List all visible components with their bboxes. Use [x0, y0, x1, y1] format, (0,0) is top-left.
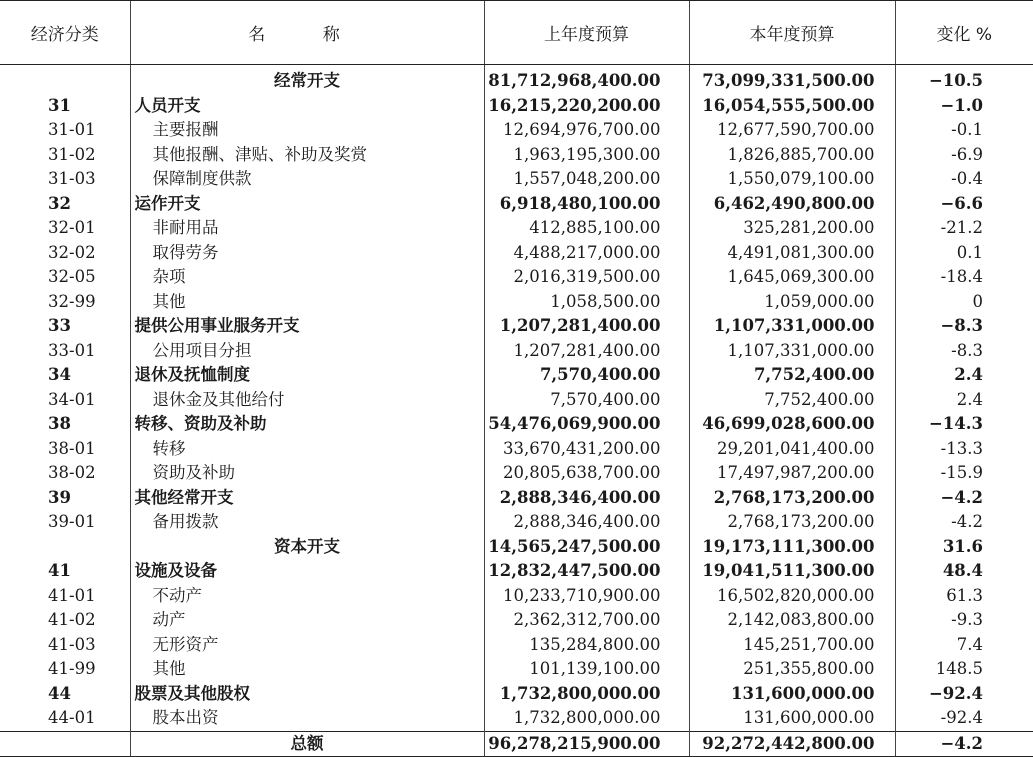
curr-year-cell: 131,600,000.00 — [689, 706, 895, 731]
code-cell: 38 — [48, 414, 71, 433]
code-cell: 31-01 — [48, 120, 96, 139]
name-cell: 备用拨款 — [130, 510, 484, 535]
change-cell: 148.5 — [895, 657, 1033, 682]
prev-year-cell: 2,888,346,400.00 — [484, 486, 689, 511]
total-row — [0, 731, 1033, 757]
name-cell: 提供公用事业服务开支 — [130, 314, 484, 339]
name-cell: 其他 — [130, 657, 484, 682]
code-cell: 33-01 — [48, 340, 96, 360]
category-row — [0, 559, 1033, 584]
prev-year-cell: 1,207,281,400.00 — [484, 339, 689, 364]
name-cell: 退休及抚恤制度 — [130, 363, 484, 388]
code-cell: 32-05 — [48, 267, 96, 286]
table-row — [0, 584, 1033, 609]
code-cell: 34-01 — [48, 389, 96, 409]
table-row — [0, 608, 1033, 633]
prev-year-cell: 16,215,220,200.00 — [484, 94, 689, 119]
prev-year-cell: 1,058,500.00 — [484, 290, 689, 315]
section-row — [0, 65, 1033, 94]
change-cell: −6.6 — [895, 192, 1033, 217]
change-cell: -92.4 — [895, 706, 1033, 731]
curr-year-cell: 251,355,800.00 — [689, 657, 895, 682]
prev-year-cell: 2,362,312,700.00 — [484, 608, 689, 633]
name-cell: 无形资产 — [130, 633, 484, 658]
code-cell: 31-02 — [48, 144, 96, 164]
category-row — [0, 363, 1033, 388]
curr-year-cell: 2,768,173,200.00 — [689, 510, 895, 535]
curr-year-cell: 12,677,590,700.00 — [689, 118, 895, 143]
prev-year-cell: 2,888,346,400.00 — [484, 510, 689, 535]
category-row — [0, 412, 1033, 437]
name-cell: 经常开支 — [130, 65, 484, 94]
change-cell: −4.2 — [895, 486, 1033, 511]
curr-year-cell: 19,041,511,300.00 — [689, 559, 895, 584]
table-row — [0, 388, 1033, 413]
change-cell: -9.3 — [895, 608, 1033, 633]
curr-year-cell: 1,826,885,700.00 — [689, 143, 895, 168]
prev-year-cell: 20,805,638,700.00 — [484, 461, 689, 486]
change-cell: -13.3 — [895, 437, 1033, 462]
curr-year-cell: 131,600,000.00 — [689, 682, 895, 707]
curr-year-cell: 17,497,987,200.00 — [689, 461, 895, 486]
curr-year-cell: 19,173,111,300.00 — [689, 535, 895, 560]
prev-year-cell: 412,885,100.00 — [484, 216, 689, 241]
table-row — [0, 241, 1033, 266]
curr-year-cell: 46,699,028,600.00 — [689, 412, 895, 437]
header-row — [0, 1, 1033, 65]
prev-year-cell: 1,732,800,000.00 — [484, 706, 689, 731]
prev-year-cell: 10,233,710,900.00 — [484, 584, 689, 609]
code-cell — [0, 731, 130, 757]
code-cell: 44 — [48, 683, 71, 703]
name-cell: 其他经常开支 — [130, 486, 484, 511]
table-row — [0, 657, 1033, 682]
code-cell: 32-01 — [48, 218, 96, 237]
change-cell: 48.4 — [895, 559, 1033, 584]
curr-year-cell: 1,059,000.00 — [689, 290, 895, 315]
prev-year-cell: 12,832,447,500.00 — [484, 559, 689, 584]
code-cell: 41-03 — [48, 634, 96, 654]
curr-year-cell: 7,752,400.00 — [689, 363, 895, 388]
prev-year-cell: 4,488,217,000.00 — [484, 241, 689, 266]
name-cell: 保障制度供款 — [130, 167, 484, 192]
curr-year-cell: 29,201,041,400.00 — [689, 437, 895, 462]
table-row — [0, 216, 1033, 241]
header-change: 变化 % — [895, 1, 1033, 65]
curr-year-cell: 6,462,490,800.00 — [689, 192, 895, 217]
prev-year-cell: 101,139,100.00 — [484, 657, 689, 682]
change-cell: 2.4 — [895, 388, 1033, 413]
code-cell: 32-02 — [48, 242, 96, 262]
category-row — [0, 486, 1033, 511]
change-cell: 31.6 — [895, 535, 1033, 560]
curr-year-cell: 16,502,820,000.00 — [689, 584, 895, 609]
table-row — [0, 143, 1033, 168]
code-cell: 41-02 — [48, 610, 96, 629]
code-cell: 33 — [48, 316, 71, 335]
table-row — [0, 167, 1033, 192]
curr-year-cell: 2,142,083,800.00 — [689, 608, 895, 633]
code-cell: 38-02 — [48, 463, 96, 482]
name-cell: 动产 — [130, 608, 484, 633]
code-cell: 32 — [48, 193, 71, 213]
curr-year-cell: 16,054,555,500.00 — [689, 94, 895, 119]
name-cell: 杂项 — [130, 265, 484, 290]
prev-year-cell: 54,476,069,900.00 — [484, 412, 689, 437]
name-cell: 资本开支 — [130, 535, 484, 560]
category-row — [0, 314, 1033, 339]
prev-year-cell: 1,732,800,000.00 — [484, 682, 689, 707]
prev-year-cell: 7,570,400.00 — [484, 363, 689, 388]
name-cell: 转移 — [130, 437, 484, 462]
change-cell: -15.9 — [895, 461, 1033, 486]
curr-year-cell: 4,491,081,300.00 — [689, 241, 895, 266]
change-cell: -21.2 — [895, 216, 1033, 241]
table-row — [0, 461, 1033, 486]
table-row — [0, 118, 1033, 143]
category-row — [0, 94, 1033, 119]
name-cell: 股票及其他股权 — [130, 682, 484, 707]
change-cell: -18.4 — [895, 265, 1033, 290]
header-curr-year: 本年度预算 — [689, 1, 895, 65]
name-cell: 退休金及其他给付 — [130, 388, 484, 413]
code-cell: 41-01 — [48, 585, 96, 605]
code-cell: 38-01 — [48, 438, 96, 458]
curr-year-cell: 92,272,442,800.00 — [689, 731, 895, 757]
curr-year-cell: 73,099,331,500.00 — [689, 65, 895, 94]
prev-year-cell: 6,918,480,100.00 — [484, 192, 689, 217]
header-name: 名 称 — [130, 1, 484, 65]
change-cell: −10.5 — [895, 65, 1033, 94]
prev-year-cell: 33,670,431,200.00 — [484, 437, 689, 462]
section-row — [0, 535, 1033, 560]
name-cell: 股本出资 — [130, 706, 484, 731]
code-cell: 44-01 — [48, 708, 96, 727]
name-cell: 转移、资助及补助 — [130, 412, 484, 437]
header-code: 经济分类 — [0, 1, 130, 65]
category-row — [0, 192, 1033, 217]
code-cell: 31 — [48, 95, 71, 115]
curr-year-cell: 1,107,331,000.00 — [689, 339, 895, 364]
prev-year-cell: 12,694,976,700.00 — [484, 118, 689, 143]
name-cell: 其他报酬、津贴、补助及奖赏 — [130, 143, 484, 168]
change-cell: 7.4 — [895, 633, 1033, 658]
code-cell — [0, 65, 130, 94]
curr-year-cell: 325,281,200.00 — [689, 216, 895, 241]
table-row — [0, 339, 1033, 364]
table-row — [0, 706, 1033, 731]
prev-year-cell: 7,570,400.00 — [484, 388, 689, 413]
prev-year-cell: 1,557,048,200.00 — [484, 167, 689, 192]
prev-year-cell: 81,712,968,400.00 — [484, 65, 689, 94]
code-cell: 34 — [48, 365, 71, 384]
change-cell: 0.1 — [895, 241, 1033, 266]
change-cell: -4.2 — [895, 510, 1033, 535]
curr-year-cell: 2,768,173,200.00 — [689, 486, 895, 511]
code-cell: 41 — [48, 561, 71, 580]
table-row — [0, 265, 1033, 290]
change-cell: 61.3 — [895, 584, 1033, 609]
prev-year-cell: 2,016,319,500.00 — [484, 265, 689, 290]
change-cell: 0 — [895, 290, 1033, 315]
category-row — [0, 682, 1033, 707]
code-cell — [0, 535, 130, 560]
prev-year-cell: 1,963,195,300.00 — [484, 143, 689, 168]
code-cell: 39-01 — [48, 512, 96, 531]
curr-year-cell: 1,550,079,100.00 — [689, 167, 895, 192]
prev-year-cell: 135,284,800.00 — [484, 633, 689, 658]
name-cell: 主要报酬 — [130, 118, 484, 143]
change-cell: 2.4 — [895, 363, 1033, 388]
table-header — [0, 1, 1033, 65]
change-cell: -0.4 — [895, 167, 1033, 192]
table-row — [0, 633, 1033, 658]
code-cell: 32-99 — [48, 291, 96, 311]
table-row — [0, 510, 1033, 535]
change-cell: -8.3 — [895, 339, 1033, 364]
change-cell: −92.4 — [895, 682, 1033, 707]
curr-year-cell: 1,645,069,300.00 — [689, 265, 895, 290]
change-cell: −14.3 — [895, 412, 1033, 437]
code-cell: 31-03 — [48, 169, 96, 188]
table-row — [0, 290, 1033, 315]
header-prev-year: 上年度预算 — [484, 1, 689, 65]
prev-year-cell: 14,565,247,500.00 — [484, 535, 689, 560]
name-cell: 设施及设备 — [130, 559, 484, 584]
name-cell: 不动产 — [130, 584, 484, 609]
name-cell: 运作开支 — [130, 192, 484, 217]
name-cell: 人员开支 — [130, 94, 484, 119]
code-cell: 41-99 — [48, 659, 96, 678]
change-cell: −1.0 — [895, 94, 1033, 119]
change-cell: -0.1 — [895, 118, 1033, 143]
name-cell: 其他 — [130, 290, 484, 315]
name-cell: 总额 — [130, 731, 484, 757]
curr-year-cell: 1,107,331,000.00 — [689, 314, 895, 339]
change-cell: −8.3 — [895, 314, 1033, 339]
curr-year-cell: 145,251,700.00 — [689, 633, 895, 658]
name-cell: 非耐用品 — [130, 216, 484, 241]
table-row — [0, 437, 1033, 462]
prev-year-cell: 1,207,281,400.00 — [484, 314, 689, 339]
change-cell: -6.9 — [895, 143, 1033, 168]
prev-year-cell: 96,278,215,900.00 — [484, 731, 689, 757]
table-body — [0, 65, 1033, 757]
name-cell: 资助及补助 — [130, 461, 484, 486]
change-cell: −4.2 — [895, 731, 1033, 757]
code-cell: 39 — [48, 487, 71, 507]
name-cell: 取得劳务 — [130, 241, 484, 266]
curr-year-cell: 7,752,400.00 — [689, 388, 895, 413]
name-cell: 公用项目分担 — [130, 339, 484, 364]
